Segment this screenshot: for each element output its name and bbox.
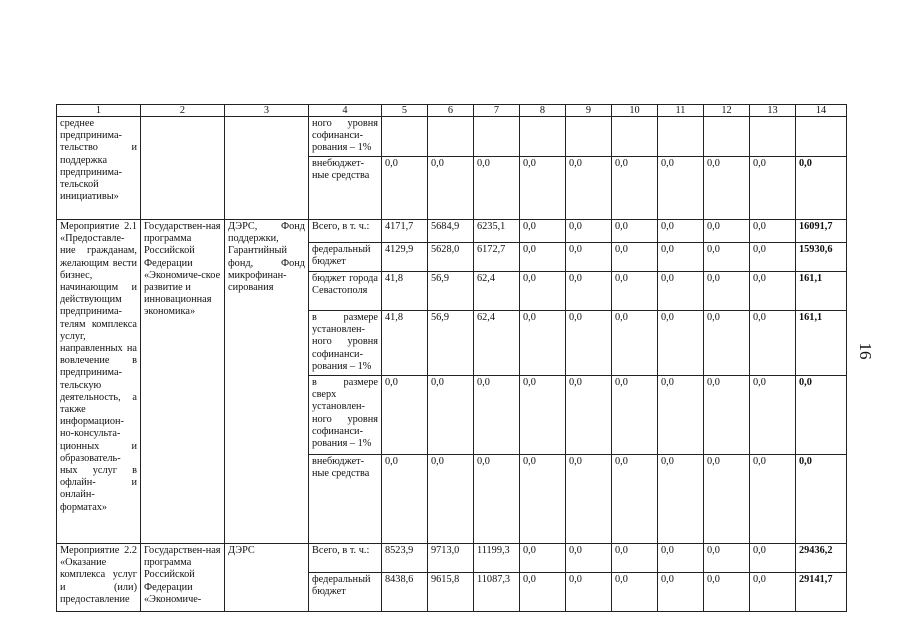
value-cell: 0,0 bbox=[750, 311, 796, 376]
column-header: 10 bbox=[612, 105, 658, 117]
program-cell: Государствен-ная программа Российской Федерации «Экономиче-ское развитие и инновационная экономика» bbox=[141, 220, 225, 544]
value-cell: 0,0 bbox=[704, 376, 750, 455]
value-cell: 0,0 bbox=[520, 455, 566, 544]
value-cell: 0,0 bbox=[612, 157, 658, 220]
value-cell: 0,0 bbox=[612, 220, 658, 243]
value-cell bbox=[612, 117, 658, 157]
value-cell: 0,0 bbox=[612, 272, 658, 311]
value-cell: 0,0 bbox=[566, 573, 612, 612]
value-cell: 0,0 bbox=[704, 311, 750, 376]
total-value-cell: 16091,7 bbox=[796, 220, 847, 243]
value-cell bbox=[474, 117, 520, 157]
value-cell: 0,0 bbox=[658, 220, 704, 243]
column-header: 4 bbox=[309, 105, 382, 117]
value-cell: 0,0 bbox=[474, 376, 520, 455]
value-cell: 0,0 bbox=[704, 157, 750, 220]
value-cell: 0,0 bbox=[750, 220, 796, 243]
value-cell: 0,0 bbox=[750, 243, 796, 272]
program-cell: Государствен-ная программа Российской Федерации «Экономиче- bbox=[141, 544, 225, 612]
value-cell: 0,0 bbox=[658, 243, 704, 272]
column-header: 7 bbox=[474, 105, 520, 117]
value-cell: 0,0 bbox=[658, 272, 704, 311]
funding-source-cell: Всего, в т. ч.: bbox=[309, 544, 382, 573]
value-cell: 8438,6 bbox=[382, 573, 428, 612]
column-header: 3 bbox=[225, 105, 309, 117]
value-cell: 0,0 bbox=[382, 376, 428, 455]
value-cell: 9713,0 bbox=[428, 544, 474, 573]
value-cell: 0,0 bbox=[658, 157, 704, 220]
value-cell: 11087,3 bbox=[474, 573, 520, 612]
header-row bbox=[57, 105, 847, 117]
funding-source-cell: федеральный бюджет bbox=[309, 573, 382, 612]
value-cell: 6172,7 bbox=[474, 243, 520, 272]
value-cell: 0,0 bbox=[612, 544, 658, 573]
value-cell: 0,0 bbox=[612, 311, 658, 376]
total-value-cell: 161,1 bbox=[796, 272, 847, 311]
column-header: 11 bbox=[658, 105, 704, 117]
value-cell: 0,0 bbox=[382, 157, 428, 220]
column-header: 14 bbox=[796, 105, 847, 117]
value-cell: 0,0 bbox=[520, 157, 566, 220]
value-cell: 0,0 bbox=[566, 272, 612, 311]
value-cell bbox=[750, 117, 796, 157]
total-value-cell: 0,0 bbox=[796, 157, 847, 220]
value-cell: 0,0 bbox=[566, 311, 612, 376]
total-value-cell: 0,0 bbox=[796, 376, 847, 455]
value-cell: 62,4 bbox=[474, 311, 520, 376]
funding-source-cell: внебюджет-ные средства bbox=[309, 157, 382, 220]
total-value-cell: 15930,6 bbox=[796, 243, 847, 272]
value-cell: 8523,9 bbox=[382, 544, 428, 573]
column-header: 8 bbox=[520, 105, 566, 117]
value-cell: 0,0 bbox=[520, 311, 566, 376]
value-cell: 0,0 bbox=[704, 220, 750, 243]
value-cell: 0,0 bbox=[520, 573, 566, 612]
value-cell: 0,0 bbox=[704, 272, 750, 311]
column-header: 13 bbox=[750, 105, 796, 117]
value-cell: 41,8 bbox=[382, 272, 428, 311]
value-cell: 0,0 bbox=[704, 455, 750, 544]
total-value-cell: 29141,7 bbox=[796, 573, 847, 612]
page-number: 16 bbox=[856, 342, 875, 360]
value-cell: 56,9 bbox=[428, 311, 474, 376]
budget-table-page bbox=[56, 104, 846, 612]
measure-name-cell: Мероприятие 2.2 «Оказание комплекса услуг и (или) предоставление bbox=[57, 544, 141, 612]
value-cell: 0,0 bbox=[704, 243, 750, 272]
value-cell: 0,0 bbox=[566, 544, 612, 573]
value-cell: 0,0 bbox=[612, 376, 658, 455]
value-cell: 0,0 bbox=[520, 272, 566, 311]
value-cell: 0,0 bbox=[658, 455, 704, 544]
column-header: 6 bbox=[428, 105, 474, 117]
value-cell: 0,0 bbox=[704, 544, 750, 573]
value-cell: 0,0 bbox=[750, 455, 796, 544]
value-cell: 0,0 bbox=[428, 157, 474, 220]
value-cell: 0,0 bbox=[750, 376, 796, 455]
total-value-cell: 0,0 bbox=[796, 455, 847, 544]
funding-source-cell: Всего, в т. ч.: bbox=[309, 220, 382, 243]
value-cell: 41,8 bbox=[382, 311, 428, 376]
value-cell: 0,0 bbox=[566, 220, 612, 243]
executor-cell bbox=[225, 117, 309, 220]
value-cell: 0,0 bbox=[612, 243, 658, 272]
value-cell: 0,0 bbox=[566, 455, 612, 544]
value-cell: 0,0 bbox=[704, 573, 750, 612]
table-row bbox=[57, 220, 847, 243]
column-header: 12 bbox=[704, 105, 750, 117]
funding-source-cell: в размере установлен-ного уровня софинанси-рования – 1% bbox=[309, 311, 382, 376]
value-cell bbox=[428, 117, 474, 157]
executor-cell: ДЭРС bbox=[225, 544, 309, 612]
value-cell: 5684,9 bbox=[428, 220, 474, 243]
executor-cell: ДЭРС, Фонд поддержки, Гарантийный фонд, Фонд микрофинан-сирования bbox=[225, 220, 309, 544]
value-cell: 62,4 bbox=[474, 272, 520, 311]
value-cell: 0,0 bbox=[428, 376, 474, 455]
measure-name-cell: Мероприятие 2.1 «Предоставле-ние гражданам, желающим вести бизнес, начинающим и действующим предпринима-телям комплекса услуг, направленных на вовлечение в предпринима-тельскую деятельность, а также информацион-но-консульта-ционных и образователь-ных услуг в офлайн- и онлайн-форматах» bbox=[57, 220, 141, 544]
column-header: 9 bbox=[566, 105, 612, 117]
value-cell bbox=[382, 117, 428, 157]
value-cell: 0,0 bbox=[750, 544, 796, 573]
value-cell: 56,9 bbox=[428, 272, 474, 311]
value-cell: 0,0 bbox=[750, 573, 796, 612]
table-row bbox=[57, 544, 847, 573]
value-cell: 0,0 bbox=[612, 455, 658, 544]
table-row bbox=[57, 117, 847, 157]
funding-source-cell: в размере сверх установлен-ного уровня софинанси-рования – 1% bbox=[309, 376, 382, 455]
value-cell: 0,0 bbox=[750, 157, 796, 220]
value-cell: 0,0 bbox=[566, 157, 612, 220]
value-cell bbox=[658, 117, 704, 157]
value-cell: 6235,1 bbox=[474, 220, 520, 243]
funding-source-cell: федеральный бюджет bbox=[309, 243, 382, 272]
value-cell: 0,0 bbox=[566, 243, 612, 272]
program-cell bbox=[141, 117, 225, 220]
budget-table bbox=[56, 104, 847, 612]
value-cell: 0,0 bbox=[750, 272, 796, 311]
value-cell: 0,0 bbox=[658, 376, 704, 455]
value-cell bbox=[704, 117, 750, 157]
value-cell: 4171,7 bbox=[382, 220, 428, 243]
column-header: 5 bbox=[382, 105, 428, 117]
value-cell: 0,0 bbox=[658, 544, 704, 573]
value-cell: 11199,3 bbox=[474, 544, 520, 573]
value-cell: 0,0 bbox=[658, 573, 704, 612]
value-cell: 0,0 bbox=[566, 376, 612, 455]
total-value-cell: 161,1 bbox=[796, 311, 847, 376]
value-cell bbox=[566, 117, 612, 157]
column-header: 2 bbox=[141, 105, 225, 117]
value-cell bbox=[520, 117, 566, 157]
funding-source-cell: ного уровня софинанси-рования – 1% bbox=[309, 117, 382, 157]
value-cell: 0,0 bbox=[612, 573, 658, 612]
column-header: 1 bbox=[57, 105, 141, 117]
measure-name-cell: среднее предпринима-тельство и поддержка предпринима-тельской инициативы» bbox=[57, 117, 141, 220]
value-cell: 4129,9 bbox=[382, 243, 428, 272]
value-cell: 0,0 bbox=[428, 455, 474, 544]
funding-source-cell: внебюджет-ные средства bbox=[309, 455, 382, 544]
value-cell: 0,0 bbox=[520, 243, 566, 272]
value-cell: 0,0 bbox=[520, 220, 566, 243]
value-cell: 0,0 bbox=[474, 455, 520, 544]
value-cell: 0,0 bbox=[382, 455, 428, 544]
value-cell: 0,0 bbox=[658, 311, 704, 376]
value-cell: 0,0 bbox=[520, 544, 566, 573]
value-cell: 5628,0 bbox=[428, 243, 474, 272]
total-value-cell: 29436,2 bbox=[796, 544, 847, 573]
value-cell: 0,0 bbox=[474, 157, 520, 220]
total-value-cell bbox=[796, 117, 847, 157]
value-cell: 9615,8 bbox=[428, 573, 474, 612]
funding-source-cell: бюджет города Севастополя bbox=[309, 272, 382, 311]
value-cell: 0,0 bbox=[520, 376, 566, 455]
